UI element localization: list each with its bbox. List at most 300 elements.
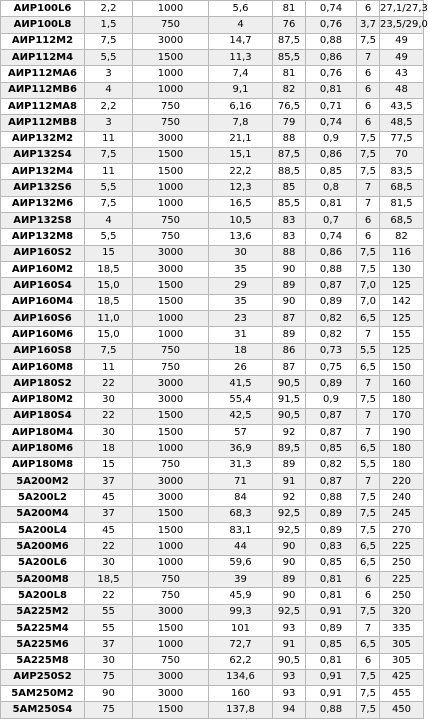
cell-speed-rpm: 1000	[133, 310, 209, 326]
cell-power-factor: 0,85	[306, 441, 357, 457]
cell-power-factor: 0,74	[306, 115, 357, 131]
cell-current-a: 84	[209, 490, 273, 506]
cell-power-kw: 75	[85, 669, 133, 685]
cell-efficiency: 92	[273, 425, 306, 441]
cell-model: АИР180М8	[1, 457, 85, 473]
cell-start-ratio: 7	[357, 474, 380, 490]
cell-current-a: 11,3	[209, 49, 273, 65]
table-row	[1, 213, 424, 229]
cell-efficiency: 92,5	[273, 523, 306, 539]
cell-start-ratio: 6	[357, 571, 380, 587]
cell-mass-kg: 180	[380, 457, 424, 473]
cell-current-a: 83,1	[209, 523, 273, 539]
cell-model: АИР112М4	[1, 49, 85, 65]
cell-mass-kg: 320	[380, 604, 424, 620]
cell-start-ratio: 7,5	[357, 262, 380, 278]
cell-power-kw: 22	[85, 539, 133, 555]
cell-current-a: 7,4	[209, 66, 273, 82]
cell-power-kw: 7,5	[85, 33, 133, 49]
cell-mass-kg: 450	[380, 702, 424, 718]
cell-mass-kg: 160	[380, 376, 424, 392]
table-row	[1, 131, 424, 147]
cell-model: 5А200М2	[1, 474, 85, 490]
cell-efficiency: 89	[273, 457, 306, 473]
cell-current-a: 55,4	[209, 392, 273, 408]
cell-mass-kg: 125	[380, 310, 424, 326]
cell-power-factor: 0,82	[306, 327, 357, 343]
table-row	[1, 33, 424, 49]
cell-power-kw: 5,5	[85, 229, 133, 245]
cell-mass-kg: 23,5/29,0	[380, 17, 424, 33]
cell-speed-rpm: 750	[133, 343, 209, 359]
table-row	[1, 98, 424, 114]
cell-speed-rpm: 1000	[133, 1, 209, 17]
cell-start-ratio: 7	[357, 408, 380, 424]
cell-power-kw: 15	[85, 457, 133, 473]
cell-model: АИР160М2	[1, 262, 85, 278]
cell-power-factor: 0,82	[306, 457, 357, 473]
cell-mass-kg: 170	[380, 408, 424, 424]
cell-efficiency: 91	[273, 474, 306, 490]
cell-power-kw: 18	[85, 441, 133, 457]
table-row	[1, 1, 424, 17]
table-row	[1, 310, 424, 326]
cell-start-ratio: 6,5	[357, 637, 380, 653]
cell-speed-rpm: 750	[133, 115, 209, 131]
cell-speed-rpm: 3000	[133, 245, 209, 261]
cell-current-a: 36,9	[209, 441, 273, 457]
cell-start-ratio: 6	[357, 213, 380, 229]
cell-model: АИР160М8	[1, 359, 85, 375]
cell-efficiency: 91,5	[273, 392, 306, 408]
cell-power-factor: 0,74	[306, 229, 357, 245]
cell-speed-rpm: 1500	[133, 49, 209, 65]
cell-power-factor: 0,71	[306, 98, 357, 114]
cell-current-a: 10,5	[209, 213, 273, 229]
cell-start-ratio: 7,5	[357, 245, 380, 261]
cell-model: АИР132S6	[1, 180, 85, 196]
cell-power-kw: 11	[85, 359, 133, 375]
cell-efficiency: 88	[273, 131, 306, 147]
cell-power-kw: 7,5	[85, 147, 133, 163]
cell-speed-rpm: 1500	[133, 506, 209, 522]
cell-efficiency: 93	[273, 669, 306, 685]
cell-model: 5А200L2	[1, 490, 85, 506]
cell-speed-rpm: 1000	[133, 441, 209, 457]
cell-model: 5А200L8	[1, 588, 85, 604]
table-row	[1, 425, 424, 441]
cell-model: АИР160S2	[1, 245, 85, 261]
cell-current-a: 160	[209, 686, 273, 702]
table-row	[1, 245, 424, 261]
cell-start-ratio: 7,5	[357, 33, 380, 49]
cell-power-kw: 75	[85, 702, 133, 718]
cell-power-factor: 0,85	[306, 637, 357, 653]
cell-mass-kg: 250	[380, 555, 424, 571]
cell-efficiency: 91	[273, 637, 306, 653]
cell-start-ratio: 7	[357, 49, 380, 65]
cell-power-factor: 0,86	[306, 49, 357, 65]
table-row	[1, 653, 424, 669]
cell-power-kw: 90	[85, 686, 133, 702]
cell-mass-kg: 225	[380, 539, 424, 555]
cell-current-a: 42,5	[209, 408, 273, 424]
cell-mass-kg: 155	[380, 327, 424, 343]
cell-model: 5А225М4	[1, 620, 85, 636]
cell-power-kw: 18,5	[85, 262, 133, 278]
cell-power-kw: 5,5	[85, 49, 133, 65]
cell-efficiency: 93	[273, 686, 306, 702]
cell-efficiency: 79	[273, 115, 306, 131]
cell-power-factor: 0,87	[306, 425, 357, 441]
cell-start-ratio: 6	[357, 98, 380, 114]
cell-current-a: 5,6	[209, 1, 273, 17]
cell-speed-rpm: 3000	[133, 131, 209, 147]
cell-current-a: 35	[209, 294, 273, 310]
cell-power-factor: 0,88	[306, 262, 357, 278]
cell-current-a: 6,16	[209, 98, 273, 114]
cell-speed-rpm: 3000	[133, 604, 209, 620]
cell-mass-kg: 225	[380, 571, 424, 587]
table-row	[1, 490, 424, 506]
table-row	[1, 66, 424, 82]
table-row	[1, 294, 424, 310]
cell-current-a: 14,7	[209, 33, 273, 49]
cell-mass-kg: 180	[380, 441, 424, 457]
cell-current-a: 12,3	[209, 180, 273, 196]
cell-power-factor: 0,81	[306, 196, 357, 212]
cell-efficiency: 93	[273, 620, 306, 636]
cell-model: АИР180S4	[1, 408, 85, 424]
cell-mass-kg: 150	[380, 359, 424, 375]
cell-mass-kg: 130	[380, 262, 424, 278]
cell-mass-kg: 125	[380, 343, 424, 359]
cell-power-kw: 55	[85, 604, 133, 620]
cell-mass-kg: 455	[380, 686, 424, 702]
cell-mass-kg: 250	[380, 588, 424, 604]
table-row	[1, 343, 424, 359]
cell-efficiency: 87,5	[273, 147, 306, 163]
cell-speed-rpm: 750	[133, 588, 209, 604]
cell-power-kw: 22	[85, 588, 133, 604]
cell-power-kw: 3	[85, 115, 133, 131]
cell-efficiency: 83	[273, 229, 306, 245]
cell-efficiency: 94	[273, 702, 306, 718]
cell-model: АИР100L6	[1, 1, 85, 17]
cell-power-kw: 30	[85, 555, 133, 571]
table-row	[1, 164, 424, 180]
table-row	[1, 457, 424, 473]
cell-power-kw: 11,0	[85, 310, 133, 326]
cell-power-factor: 0,74	[306, 1, 357, 17]
cell-efficiency: 85,5	[273, 196, 306, 212]
cell-mass-kg: 240	[380, 490, 424, 506]
cell-start-ratio: 7,5	[357, 131, 380, 147]
cell-start-ratio: 7,5	[357, 702, 380, 718]
table-row	[1, 604, 424, 620]
cell-speed-rpm: 1000	[133, 196, 209, 212]
cell-model: 5А200М4	[1, 506, 85, 522]
cell-speed-rpm: 3000	[133, 376, 209, 392]
cell-speed-rpm: 3000	[133, 686, 209, 702]
cell-model: АИР132М6	[1, 196, 85, 212]
cell-current-a: 16,5	[209, 196, 273, 212]
cell-start-ratio: 7,5	[357, 164, 380, 180]
cell-speed-rpm: 1500	[133, 425, 209, 441]
cell-current-a: 71	[209, 474, 273, 490]
cell-speed-rpm: 1500	[133, 294, 209, 310]
cell-power-factor: 0,88	[306, 33, 357, 49]
cell-current-a: 72,7	[209, 637, 273, 653]
cell-model: АИР160S4	[1, 278, 85, 294]
cell-start-ratio: 6	[357, 115, 380, 131]
cell-efficiency: 90,5	[273, 376, 306, 392]
cell-power-kw: 11	[85, 164, 133, 180]
cell-model: АИР100L8	[1, 17, 85, 33]
cell-power-factor: 0,81	[306, 82, 357, 98]
cell-efficiency: 92	[273, 490, 306, 506]
cell-current-a: 15,1	[209, 147, 273, 163]
cell-power-factor: 0,86	[306, 245, 357, 261]
cell-current-a: 57	[209, 425, 273, 441]
cell-power-factor: 0,76	[306, 66, 357, 82]
cell-mass-kg: 335	[380, 620, 424, 636]
table-row	[1, 702, 424, 718]
cell-speed-rpm: 1000	[133, 180, 209, 196]
cell-efficiency: 81	[273, 66, 306, 82]
cell-start-ratio: 7,0	[357, 294, 380, 310]
cell-power-kw: 15	[85, 245, 133, 261]
cell-model: 5А200М6	[1, 539, 85, 555]
table-row	[1, 637, 424, 653]
cell-speed-rpm: 1500	[133, 620, 209, 636]
cell-start-ratio: 7	[357, 196, 380, 212]
cell-speed-rpm: 750	[133, 229, 209, 245]
table-row	[1, 359, 424, 375]
cell-speed-rpm: 3000	[133, 262, 209, 278]
cell-current-a: 23	[209, 310, 273, 326]
table-row	[1, 392, 424, 408]
cell-current-a: 62,2	[209, 653, 273, 669]
cell-current-a: 18	[209, 343, 273, 359]
cell-model: АИР160S8	[1, 343, 85, 359]
cell-power-factor: 0,9	[306, 131, 357, 147]
cell-mass-kg: 83,5	[380, 164, 424, 180]
cell-start-ratio: 6,5	[357, 539, 380, 555]
cell-speed-rpm: 750	[133, 653, 209, 669]
cell-current-a: 31	[209, 327, 273, 343]
cell-start-ratio: 7	[357, 425, 380, 441]
cell-current-a: 31,3	[209, 457, 273, 473]
cell-model: АИР160S6	[1, 310, 85, 326]
cell-mass-kg: 425	[380, 669, 424, 685]
cell-model: АИР112М2	[1, 33, 85, 49]
cell-current-a: 44	[209, 539, 273, 555]
cell-mass-kg: 81,5	[380, 196, 424, 212]
cell-speed-rpm: 750	[133, 457, 209, 473]
cell-power-kw: 15,0	[85, 278, 133, 294]
cell-start-ratio: 7	[357, 376, 380, 392]
cell-power-kw: 30	[85, 425, 133, 441]
cell-start-ratio: 7	[357, 620, 380, 636]
cell-model: 5А200М8	[1, 571, 85, 587]
table-row	[1, 327, 424, 343]
cell-power-kw: 45	[85, 523, 133, 539]
cell-mass-kg: 220	[380, 474, 424, 490]
cell-start-ratio: 6,5	[357, 441, 380, 457]
cell-start-ratio: 7,5	[357, 490, 380, 506]
cell-mass-kg: 305	[380, 653, 424, 669]
cell-power-factor: 0,88	[306, 702, 357, 718]
cell-efficiency: 90	[273, 539, 306, 555]
table-row	[1, 17, 424, 33]
cell-start-ratio: 6	[357, 229, 380, 245]
cell-mass-kg: 70	[380, 147, 424, 163]
cell-power-kw: 37	[85, 474, 133, 490]
cell-speed-rpm: 1000	[133, 539, 209, 555]
cell-power-factor: 0,89	[306, 376, 357, 392]
cell-mass-kg: 116	[380, 245, 424, 261]
cell-speed-rpm: 1500	[133, 523, 209, 539]
table-row	[1, 669, 424, 685]
cell-start-ratio: 5,5	[357, 343, 380, 359]
cell-power-kw: 37	[85, 637, 133, 653]
table-row	[1, 441, 424, 457]
cell-speed-rpm: 3000	[133, 392, 209, 408]
cell-model: АИР180S2	[1, 376, 85, 392]
table-row	[1, 620, 424, 636]
table-row	[1, 278, 424, 294]
cell-speed-rpm: 3000	[133, 33, 209, 49]
cell-efficiency: 87	[273, 359, 306, 375]
cell-efficiency: 90	[273, 555, 306, 571]
table-row	[1, 180, 424, 196]
cell-current-a: 137,8	[209, 702, 273, 718]
cell-power-factor: 0,76	[306, 17, 357, 33]
cell-power-factor: 0,73	[306, 343, 357, 359]
cell-power-kw: 7,5	[85, 196, 133, 212]
table-row	[1, 262, 424, 278]
cell-power-kw: 18,5	[85, 294, 133, 310]
cell-efficiency: 89,5	[273, 441, 306, 457]
cell-efficiency: 85	[273, 180, 306, 196]
cell-start-ratio: 6	[357, 1, 380, 17]
cell-mass-kg: 142	[380, 294, 424, 310]
cell-current-a: 9,1	[209, 82, 273, 98]
cell-start-ratio: 6	[357, 66, 380, 82]
cell-power-factor: 0,87	[306, 474, 357, 490]
cell-power-kw: 45	[85, 490, 133, 506]
cell-model: АИР132S8	[1, 213, 85, 229]
cell-current-a: 45,9	[209, 588, 273, 604]
cell-power-factor: 0,8	[306, 180, 357, 196]
cell-current-a: 35	[209, 262, 273, 278]
table-row	[1, 523, 424, 539]
cell-power-factor: 0,89	[306, 620, 357, 636]
cell-start-ratio: 7,5	[357, 604, 380, 620]
cell-power-kw: 11	[85, 131, 133, 147]
cell-current-a: 39	[209, 571, 273, 587]
cell-current-a: 101	[209, 620, 273, 636]
cell-efficiency: 90,5	[273, 653, 306, 669]
cell-power-factor: 0,75	[306, 359, 357, 375]
cell-efficiency: 89	[273, 278, 306, 294]
cell-power-kw: 22	[85, 408, 133, 424]
cell-power-factor: 0,89	[306, 506, 357, 522]
cell-model: 5А200L4	[1, 523, 85, 539]
cell-power-kw: 3	[85, 66, 133, 82]
cell-efficiency: 90,5	[273, 408, 306, 424]
cell-efficiency: 88,5	[273, 164, 306, 180]
cell-speed-rpm: 1500	[133, 164, 209, 180]
cell-speed-rpm: 1000	[133, 555, 209, 571]
cell-power-factor: 0,87	[306, 278, 357, 294]
cell-start-ratio: 7,5	[357, 669, 380, 685]
cell-model: АИР112МВ6	[1, 82, 85, 98]
cell-model: 5А225М6	[1, 637, 85, 653]
cell-efficiency: 87,5	[273, 33, 306, 49]
cell-current-a: 13,6	[209, 229, 273, 245]
table-row	[1, 686, 424, 702]
cell-speed-rpm: 1000	[133, 637, 209, 653]
cell-model: АИР112МА6	[1, 66, 85, 82]
table-row	[1, 555, 424, 571]
cell-model: АИР112МА8	[1, 98, 85, 114]
cell-speed-rpm: 750	[133, 213, 209, 229]
cell-power-kw: 2,2	[85, 1, 133, 17]
cell-model: АИР132М2	[1, 131, 85, 147]
cell-mass-kg: 125	[380, 278, 424, 294]
cell-power-kw: 7,5	[85, 343, 133, 359]
cell-efficiency: 92,5	[273, 506, 306, 522]
cell-power-factor: 0,91	[306, 604, 357, 620]
cell-current-a: 68,3	[209, 506, 273, 522]
cell-efficiency: 90	[273, 588, 306, 604]
table-row	[1, 229, 424, 245]
cell-model: АИР112МВ8	[1, 115, 85, 131]
cell-start-ratio: 7,0	[357, 278, 380, 294]
cell-start-ratio: 7	[357, 327, 380, 343]
cell-current-a: 22,2	[209, 164, 273, 180]
cell-mass-kg: 180	[380, 392, 424, 408]
cell-current-a: 59,6	[209, 555, 273, 571]
cell-efficiency: 90	[273, 294, 306, 310]
cell-power-factor: 0,88	[306, 490, 357, 506]
cell-power-factor: 0,7	[306, 213, 357, 229]
cell-mass-kg: 190	[380, 425, 424, 441]
cell-efficiency: 82	[273, 82, 306, 98]
cell-start-ratio: 5,5	[357, 457, 380, 473]
cell-current-a: 41,5	[209, 376, 273, 392]
table-row	[1, 506, 424, 522]
cell-power-factor: 0,83	[306, 539, 357, 555]
cell-mass-kg: 68,5	[380, 213, 424, 229]
cell-power-kw: 4	[85, 82, 133, 98]
cell-power-kw: 30	[85, 392, 133, 408]
cell-power-factor: 0,87	[306, 408, 357, 424]
table-row	[1, 376, 424, 392]
cell-model: 5А200L6	[1, 555, 85, 571]
cell-current-a: 30	[209, 245, 273, 261]
cell-power-factor: 0,91	[306, 686, 357, 702]
cell-power-factor: 0,9	[306, 392, 357, 408]
cell-power-factor: 0,89	[306, 523, 357, 539]
cell-current-a: 99,3	[209, 604, 273, 620]
cell-efficiency: 90	[273, 262, 306, 278]
table-row	[1, 571, 424, 587]
cell-efficiency: 76,5	[273, 98, 306, 114]
cell-power-factor: 0,86	[306, 147, 357, 163]
